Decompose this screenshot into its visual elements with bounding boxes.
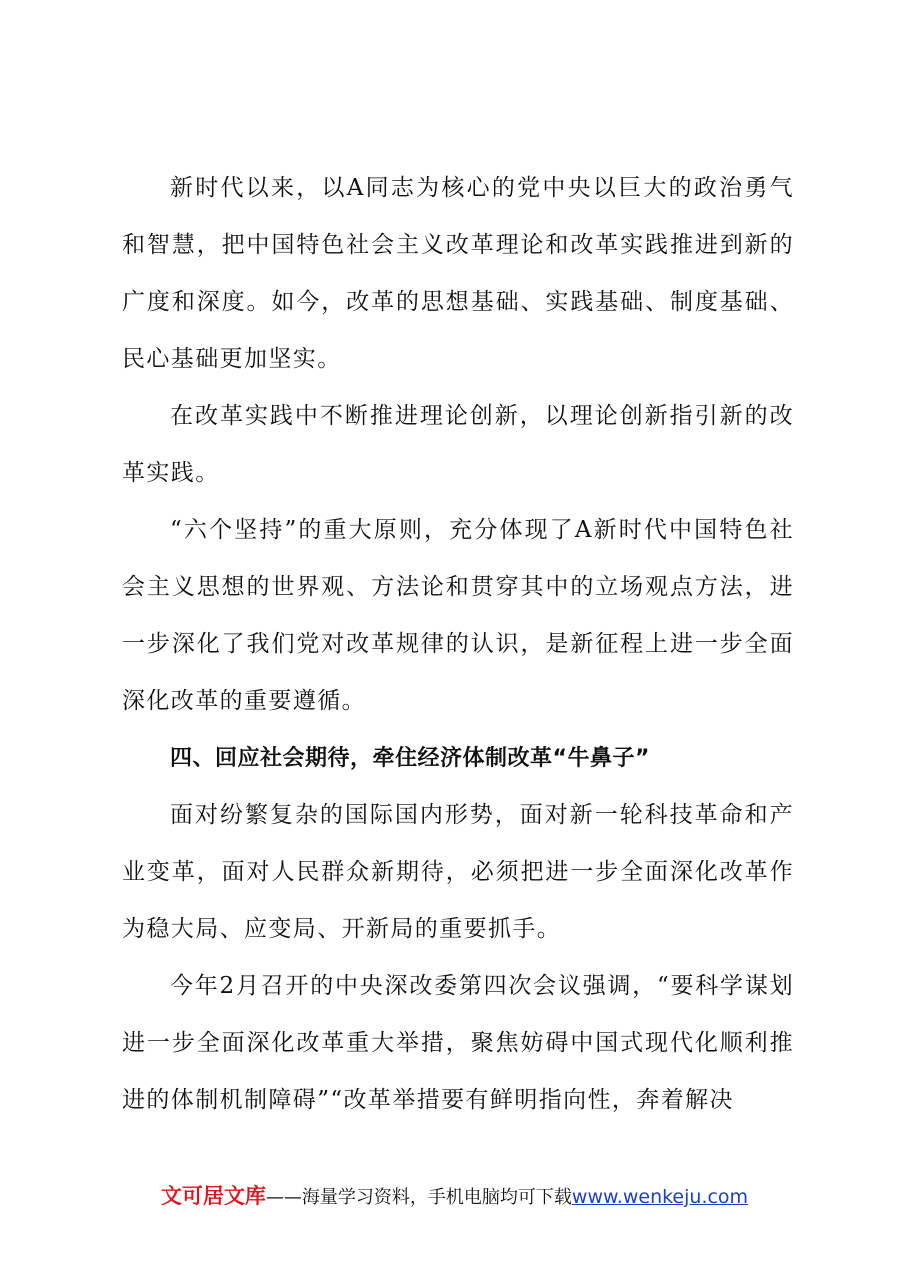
paragraph: 在改革实践中不断推进理论创新，以理论创新指引新的改革实践。 xyxy=(122,403,794,486)
footer-link[interactable]: www.wenkeju.com xyxy=(571,1186,749,1208)
paragraph: 面对纷繁复杂的国际国内形势，面对新一轮科技革命和产业变革，面对人民群众新期待，必须把进一步全面深化改革作为稳大局、应变局、开新局的重要抓手。 xyxy=(122,802,794,942)
footer-slogan: ——海量学习资料，手机电脑均可下载 xyxy=(265,1187,572,1208)
paragraph: 今年2月召开的中央深改委第四次会议强调，“要科学谋划进一步全面深化改革重大举措，聚焦妨碍中国式现代化顺利推进的体制机制障碍”“改革举措要有鲜明指向性，奔着解决 xyxy=(122,973,794,1113)
document-body xyxy=(122,160,794,1129)
section-heading: 四、回应社会期待，牵住经济体制改革“牛鼻子” xyxy=(170,746,650,771)
footer-brand: 文可居文库 xyxy=(160,1184,266,1208)
footer-banner xyxy=(0,1181,909,1213)
paragraph: “六个坚持”的重大原则，充分体现了A新时代中国特色社会主义思想的世界观、方法论和贯穿其中的立场观点方法，进一步深化了我们党对改革规律的认识，是新征程上进一步全面深化改革的重要遵循。 xyxy=(122,517,794,714)
paragraph: 新时代以来，以A同志为核心的党中央以巨大的政治勇气和智慧，把中国特色社会主义改革理论和改革实践推进到新的广度和深度。如今，改革的思想基础、实践基础、制度基础、民心基础更加坚实。 xyxy=(122,175,794,372)
